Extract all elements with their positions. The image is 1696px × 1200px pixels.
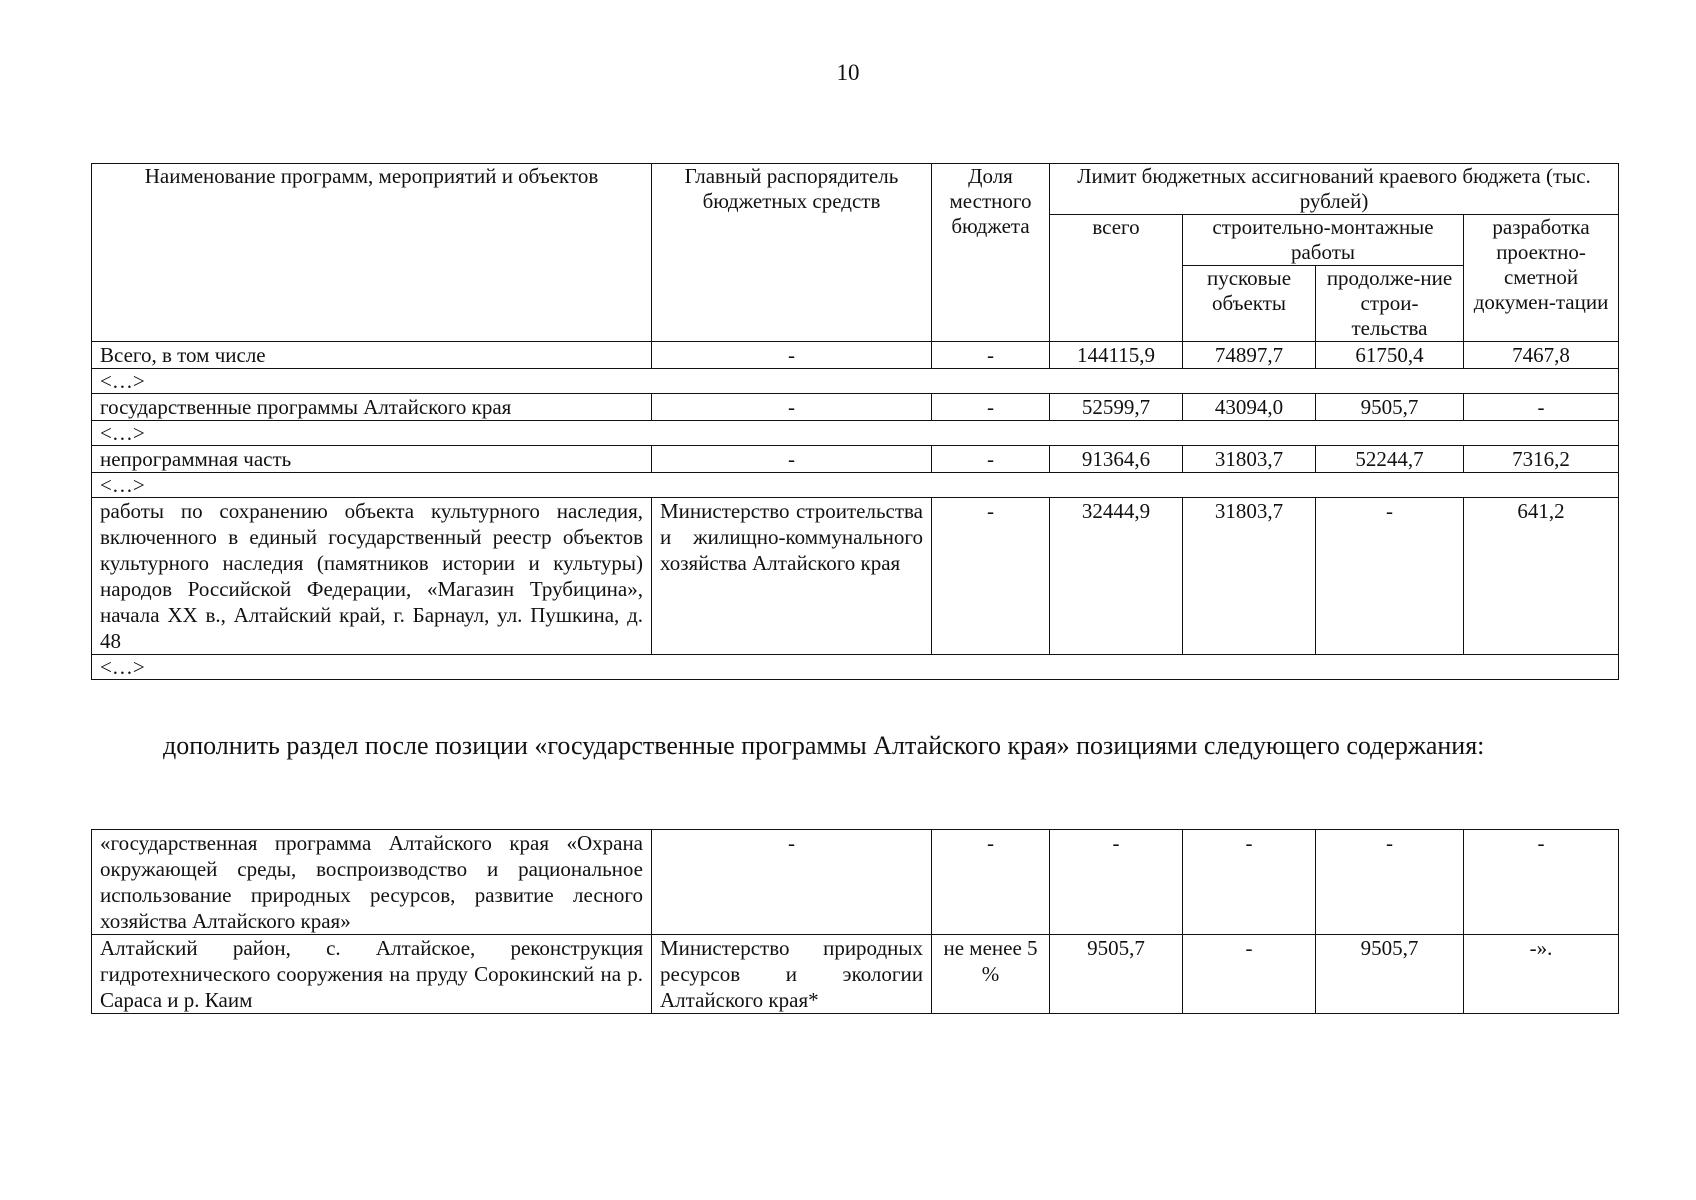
row-total: 91364,6 xyxy=(1050,446,1183,473)
row-share: - xyxy=(932,446,1050,473)
table-row xyxy=(92,935,1619,1014)
header-limit: Лимит бюджетных ассигнований краевого бюджета (тыс. рублей) xyxy=(1050,164,1619,215)
row-manager: - xyxy=(652,830,932,935)
row-continuation: - xyxy=(1316,830,1464,935)
header-construction: строительно-монтажные работы xyxy=(1183,215,1464,266)
header-manager: Главный распорядитель бюджетных средств xyxy=(652,164,932,342)
row-total: 32444,9 xyxy=(1050,498,1183,655)
page-number: 10 xyxy=(836,60,860,85)
row-design: 7467,8 xyxy=(1464,342,1619,369)
header-design: разработка проектно-сметной докумен-тации xyxy=(1464,215,1619,342)
ellipsis-row xyxy=(92,473,1619,498)
row-design: - xyxy=(1464,394,1619,421)
row-startup: 74897,7 xyxy=(1183,342,1316,369)
row-startup: - xyxy=(1183,935,1316,1014)
row-continuation: 9505,7 xyxy=(1316,935,1464,1014)
row-total: 9505,7 xyxy=(1050,935,1183,1014)
ellipsis: <…> xyxy=(92,473,1619,498)
ellipsis: <…> xyxy=(92,655,1619,680)
row-name: непрограммная часть xyxy=(92,446,652,473)
addition-table xyxy=(91,829,1619,1014)
ellipsis-row xyxy=(92,421,1619,446)
budget-table xyxy=(91,163,1619,680)
row-continuation: 52244,7 xyxy=(1316,446,1464,473)
row-startup: 31803,7 xyxy=(1183,446,1316,473)
table-row xyxy=(92,342,1619,369)
header-startup: пусковые объекты xyxy=(1183,266,1316,342)
ellipsis-row xyxy=(92,369,1619,394)
ellipsis: <…> xyxy=(92,421,1619,446)
amendment-text: дополнить раздел после позиции «государственные программы Алтайского края» позициями следующего содержания: xyxy=(163,731,1485,760)
table-row xyxy=(92,498,1619,655)
row-startup: 43094,0 xyxy=(1183,394,1316,421)
row-share: не менее 5 % xyxy=(932,935,1050,1014)
row-name: «государственная программа Алтайского края «Охрана окружающей среды, воспроизводство и рациональное использование природных ресурсов, развитие лесного хозяйства Алтайского края» xyxy=(92,830,652,935)
row-total: - xyxy=(1050,830,1183,935)
row-name: Алтайский район, с. Алтайское, реконструкция гидротехнического сооружения на пруду Сорокинский на р. Сараса и р. Каим xyxy=(92,935,652,1014)
header-name: Наименование программ, мероприятий и объектов xyxy=(92,164,652,342)
row-name: Всего, в том числе xyxy=(92,342,652,369)
row-total: 52599,7 xyxy=(1050,394,1183,421)
row-continuation: 61750,4 xyxy=(1316,342,1464,369)
row-design: 7316,2 xyxy=(1464,446,1619,473)
ellipsis: <…> xyxy=(92,369,1619,394)
row-share: - xyxy=(932,830,1050,935)
row-manager: - xyxy=(652,342,932,369)
row-share: - xyxy=(932,342,1050,369)
header-local-share: Доля местного бюджета xyxy=(932,164,1050,342)
row-continuation: 9505,7 xyxy=(1316,394,1464,421)
table-row xyxy=(92,830,1619,935)
row-name: работы по сохранению объекта культурного наследия, включенного в единый государственный реестр объектов культурного наследия (памятников истории и культуры) народов Российской Федерации, «Магазин Трубицина», начала XX в., Алтайский край, г. Барнаул, ул. Пушкина, д. 48 xyxy=(92,498,652,655)
row-manager: Министерство природных ресурсов и экологии Алтайского края* xyxy=(652,935,932,1014)
row-continuation: - xyxy=(1316,498,1464,655)
table-row xyxy=(92,446,1619,473)
amendment-paragraph xyxy=(91,730,1618,762)
row-manager: Министерство строительства и жилищно-коммунального хозяйства Алтайского края xyxy=(652,498,932,655)
row-startup: - xyxy=(1183,830,1316,935)
row-manager: - xyxy=(652,394,932,421)
row-share: - xyxy=(932,394,1050,421)
row-total: 144115,9 xyxy=(1050,342,1183,369)
header-total: всего xyxy=(1050,215,1183,342)
row-share: - xyxy=(932,498,1050,655)
row-design: -». xyxy=(1464,935,1619,1014)
ellipsis-row xyxy=(92,655,1619,680)
row-design: 641,2 xyxy=(1464,498,1619,655)
header-continuation: продолже-ние строи-тельства xyxy=(1316,266,1464,342)
row-design: - xyxy=(1464,830,1619,935)
row-startup: 31803,7 xyxy=(1183,498,1316,655)
table-row xyxy=(92,394,1619,421)
row-manager: - xyxy=(652,446,932,473)
row-name: государственные программы Алтайского края xyxy=(92,394,652,421)
